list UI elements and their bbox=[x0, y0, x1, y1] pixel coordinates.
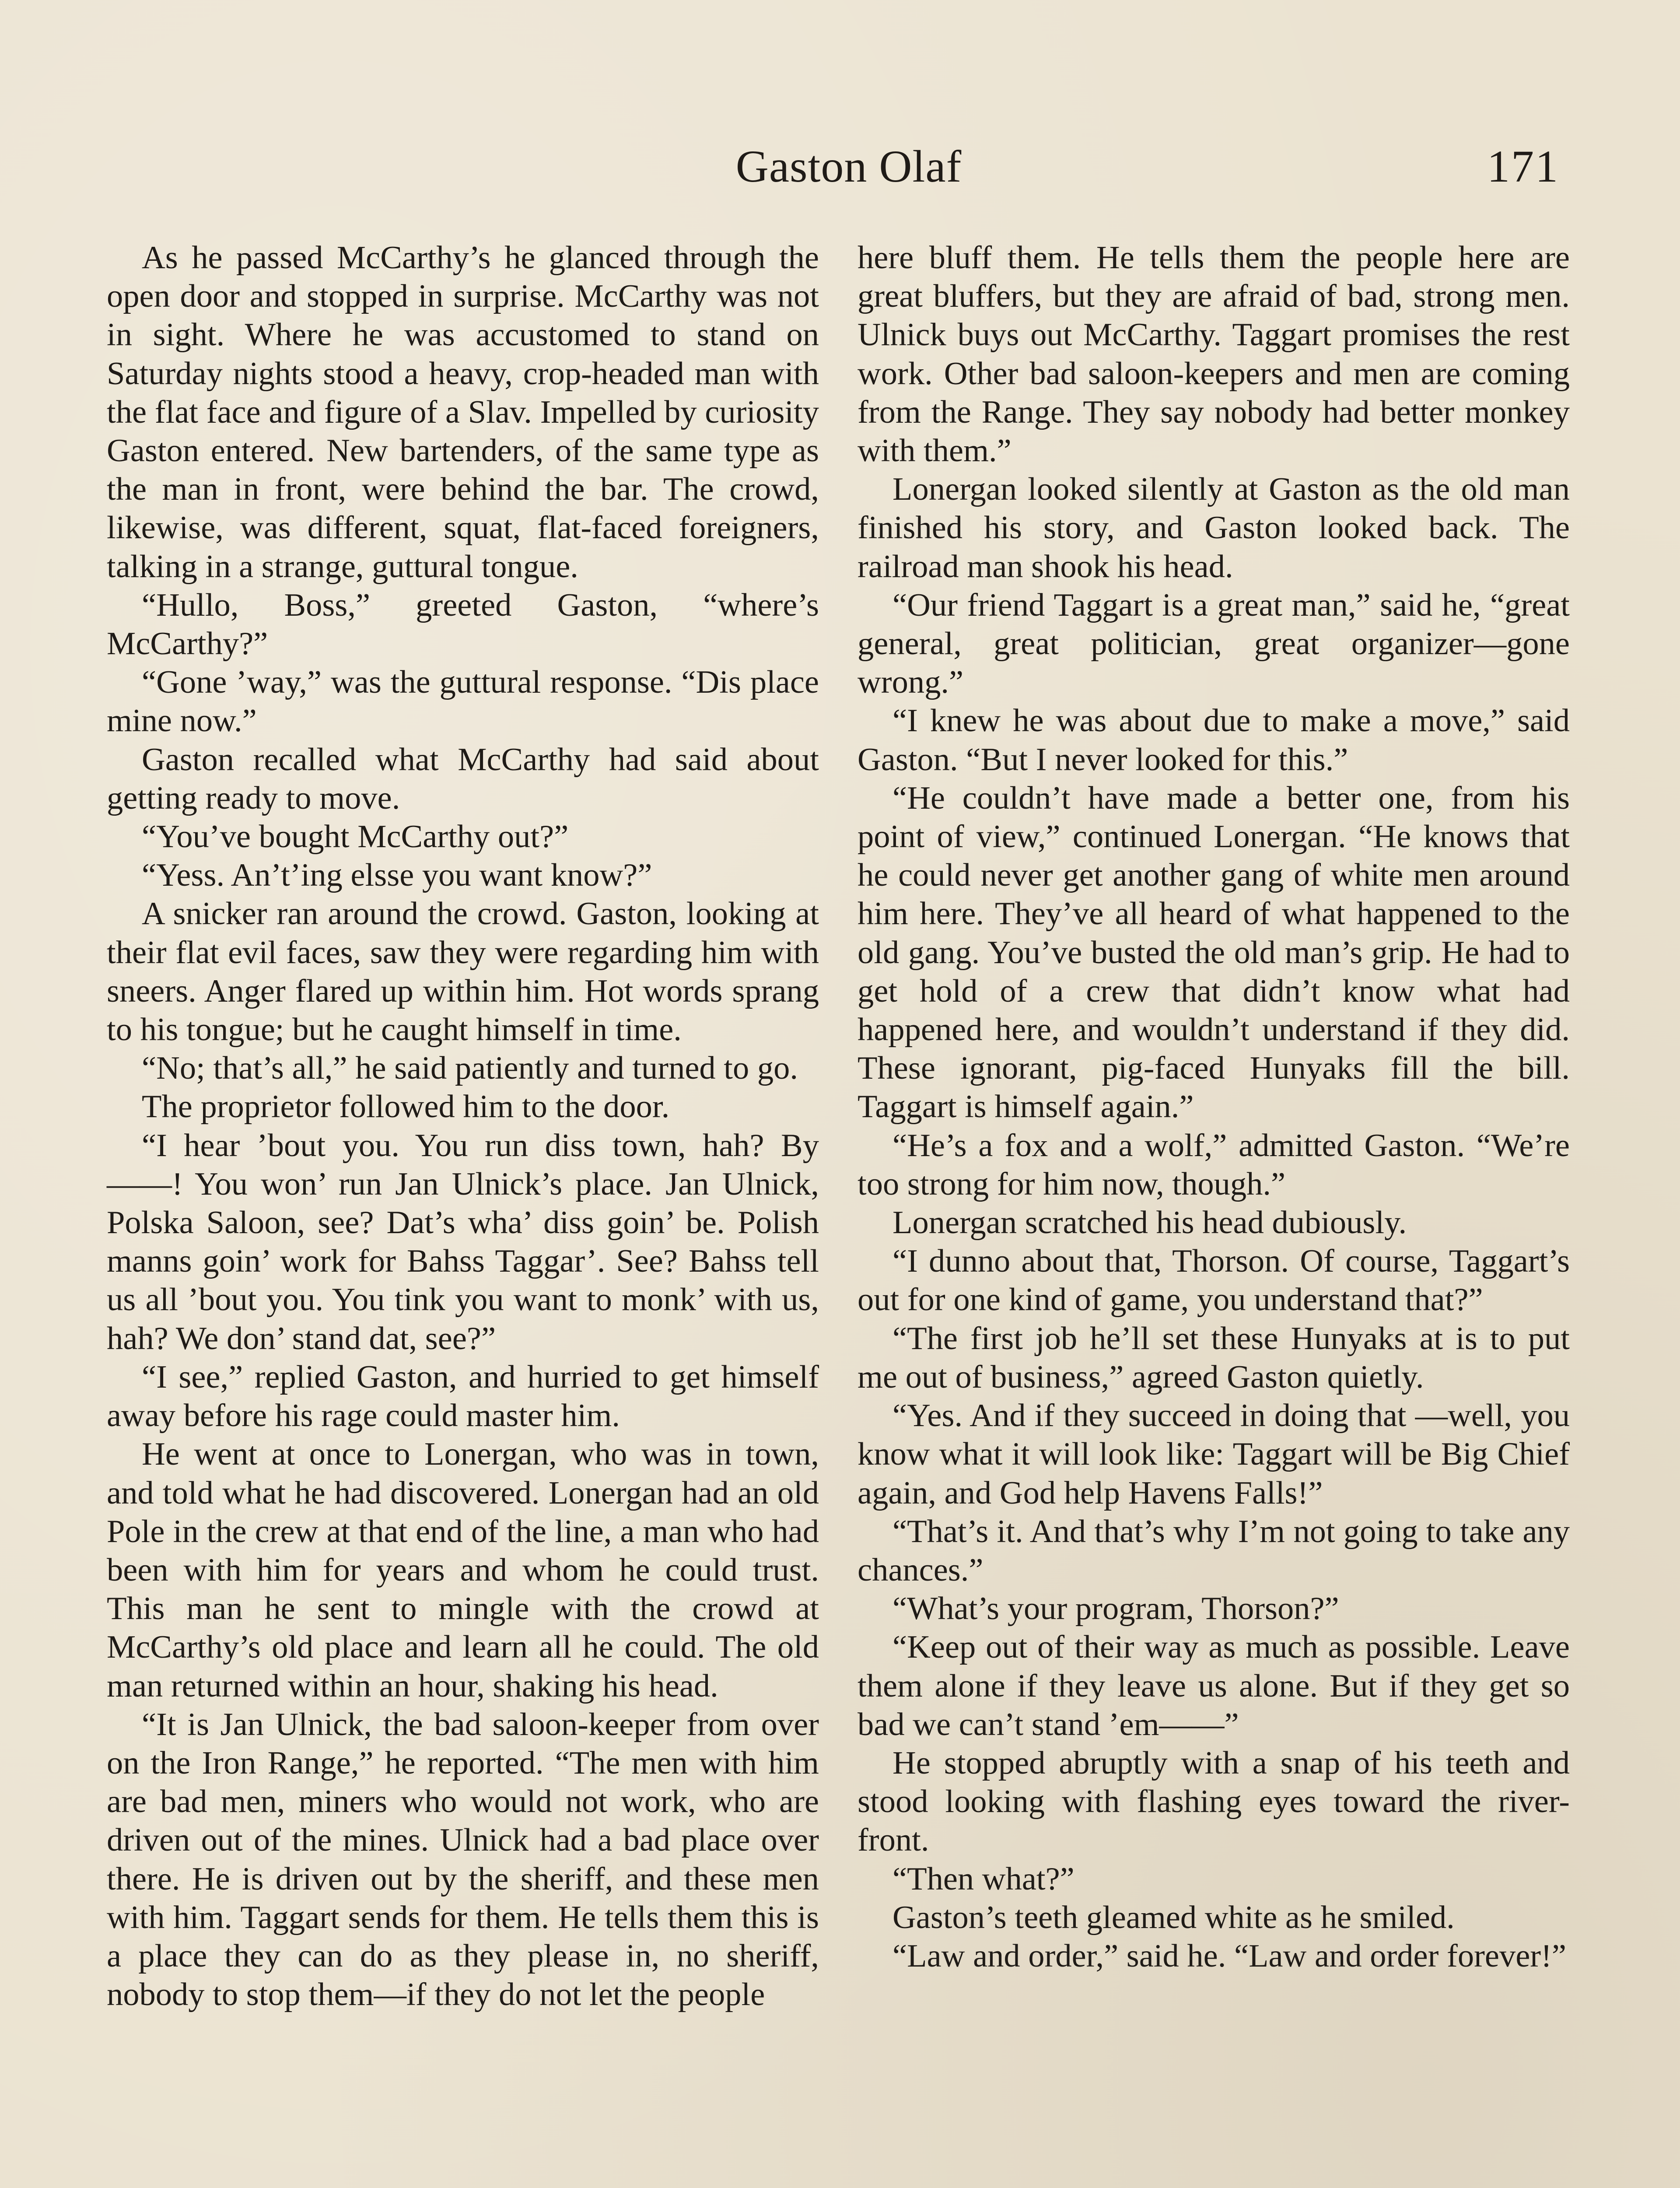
running-title: Gaston Olaf bbox=[735, 141, 962, 192]
paragraph: “Hullo, Boss,” greeted Gaston, “where’s McCarthy?” bbox=[107, 587, 819, 662]
paragraph: “Our friend Taggart is a great man,” said he, “great general, great politician, great organizer—gone wrong.” bbox=[858, 587, 1570, 701]
paragraph: Lonergan looked silently at Gaston as the old man finished his story, and Gaston looked back. The railroad man shook his head. bbox=[858, 471, 1570, 585]
text-column-left bbox=[107, 238, 819, 2014]
paragraph: Gaston recalled what McCarthy had said about getting ready to move. bbox=[107, 741, 819, 816]
paragraph: “I dunno about that, Thorson. Of course, Taggart’s out for one kind of game, you understand that?” bbox=[858, 1243, 1570, 1318]
paragraph: “It is Jan Ulnick, the bad saloon-keeper from over on the Iron Range,” he reported. “The men with him are bad men, miners who would not work, who are driven out of the mines. Ulnick had a bad place over there. He is driven out by the sheriff, and these men with him. Taggart sends for them. He tells them this is a place they can do as they please in, no sheriff, nobody to stop them—if they do not let the people bbox=[107, 1706, 819, 2013]
paragraph: “I see,” replied Gaston, and hurried to get himself away before his rage could master him. bbox=[107, 1359, 819, 1434]
paragraph: He went at once to Lonergan, who was in town, and told what he had discovered. Lonergan had an old Pole in the crew at that end of the line, a man who had been with him for years and whom he could trust. This man he sent to mingle with the crowd at McCarthy’s old place and learn all he could. The old man returned within an hour, shaking his head. bbox=[107, 1436, 819, 1704]
paragraph: “He couldn’t have made a better one, from his point of view,” continued Lonergan. “He knows that he could never get another gang of white men around him here. They’ve all heard of what happened to the old gang. You’ve busted the old man’s grip. He had to get hold of a crew that didn’t know what had happened here, and wouldn’t understand if they did. These ignorant, pig-faced Hunyaks fill the bill. Taggart is himself again.” bbox=[858, 780, 1570, 1125]
paragraph: “Gone ’way,” was the guttural response. “Dis place mine now.” bbox=[107, 664, 819, 739]
paragraph: “Yes. And if they succeed in doing that —well, you know what it will look like: Taggart will be Big Chief again, and God help Havens Falls!” bbox=[858, 1398, 1570, 1511]
page-number: 171 bbox=[1487, 141, 1559, 192]
paragraph: He stopped abruptly with a snap of his teeth and stood looking with flashing eyes toward the river-front. bbox=[858, 1745, 1570, 1858]
text-column-right bbox=[858, 238, 1570, 1975]
page-header bbox=[0, 138, 1680, 195]
paragraph: As he passed McCarthy’s he glanced through the open door and stopped in surprise. McCarthy was not in sight. Where he was accustomed to stand on Saturday nights stood a heavy, crop-headed man with the flat face and figure of a Slav. Impelled by curiosity Gaston entered. New bartenders, of the same type as the man in front, were behind the bar. The crowd, likewise, was different, squat, flat-faced foreigners, talking in a strange, guttural tongue. bbox=[107, 240, 819, 585]
paragraph: A snicker ran around the crowd. Gaston, looking at their flat evil faces, saw they were regarding him with sneers. Anger flared up within him. Hot words sprang to his tongue; but he caught himself in time. bbox=[107, 896, 819, 1048]
paragraph: “The first job he’ll set these Hunyaks at is to put me out of business,” agreed Gaston quietly. bbox=[858, 1320, 1570, 1395]
paragraph: here bluff them. He tells them the people here are great bluffers, but they are afraid of bad, strong men. Ulnick buys out McCarthy. Taggart promises the rest work. Other bad saloon-keepers and men are coming from the Range. They say nobody had better monkey with them.” bbox=[858, 240, 1570, 469]
paragraph: “What’s your program, Thorson?” bbox=[892, 1591, 1339, 1627]
paragraph: Gaston’s teeth gleamed white as he smiled. bbox=[892, 1899, 1455, 1936]
paragraph: “I knew he was about due to make a move,” said Gaston. “But I never looked for this.” bbox=[858, 703, 1570, 778]
paragraph: “No; that’s all,” he said patiently and turned to go. bbox=[142, 1050, 798, 1087]
paragraph: “I hear ’bout you. You run diss town, hah? By ——! You won’ run Jan Ulnick’s place. Jan Ulnick, Polska Saloon, see? Dat’s wha’ diss goin’ be. Polish manns goin’ work for Bahss Taggar’. See? Bahss tell us all ’bout you. You tink you want to monk’ with us, hah? We don’ stand dat, see?” bbox=[107, 1127, 819, 1357]
paragraph: “He’s a fox and a wolf,” admitted Gaston. “We’re too strong for him now, though.” bbox=[858, 1127, 1570, 1202]
paragraph: “Keep out of their way as much as possible. Leave them alone if they leave us alone. But if they get so bad we can’t stand ’em——” bbox=[858, 1629, 1570, 1743]
paragraph: The proprietor followed him to the door. bbox=[142, 1089, 670, 1125]
paragraph: “Law and order,” said he. “Law and order forever!” bbox=[892, 1938, 1566, 1974]
paragraph: “Yess. An’t’ing elsse you want know?” bbox=[142, 857, 652, 894]
paragraph: “That’s it. And that’s why I’m not going to take any chances.” bbox=[858, 1513, 1570, 1588]
paragraph: Lonergan scratched his head dubiously. bbox=[892, 1205, 1407, 1241]
paragraph: “Then what?” bbox=[892, 1861, 1074, 1897]
paragraph: “You’ve bought McCarthy out?” bbox=[142, 819, 569, 855]
